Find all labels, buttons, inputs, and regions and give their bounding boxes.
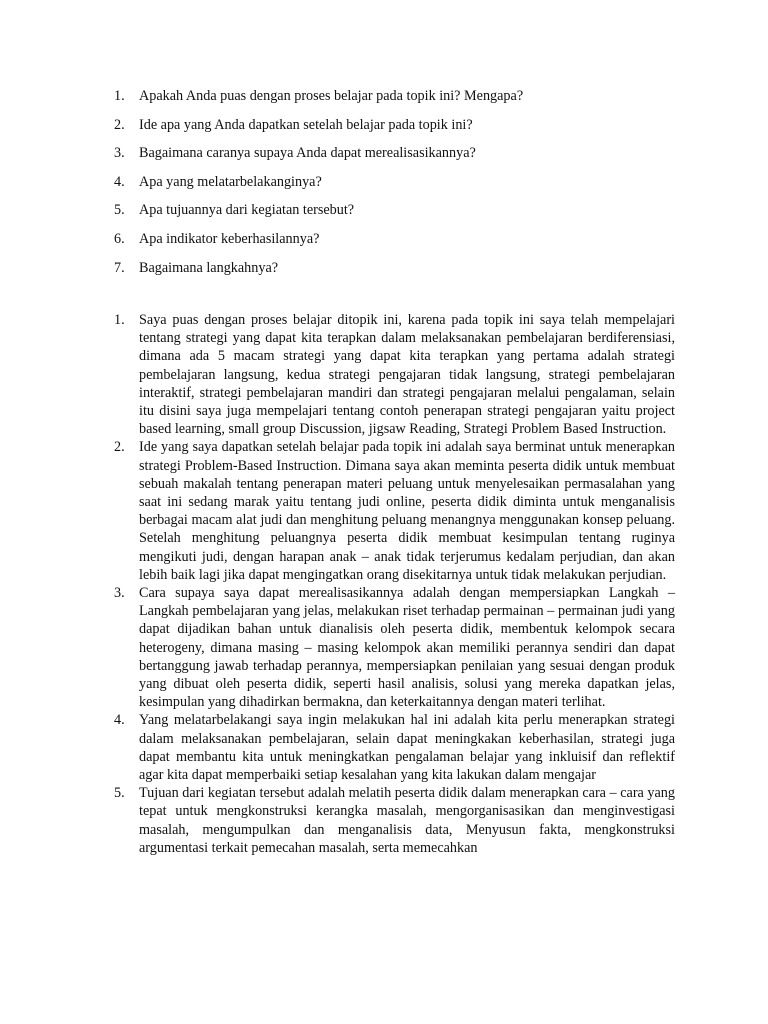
answer-item — [114, 784, 675, 857]
answer-text: Yang melatarbelakangi saya ingin melakukan hal ini adalah kita perlu menerapkan strategi dalam melaksanakan pembelajaran, selain dapat meningkakan keberhasilan, strategi juga dapat membantu kita untuk meningkatkan pengalaman belajar yang inkluisif dan reflektif agar kita dapat memperbaiki setiap kesalahan yang kita lakukan dalam mengajar — [139, 712, 675, 784]
answer-item — [114, 711, 675, 784]
question-item — [114, 258, 674, 287]
question-item — [114, 115, 674, 144]
answer-item — [114, 584, 675, 711]
question-list — [114, 86, 674, 286]
question-item — [114, 229, 674, 258]
list-number: 1. — [114, 88, 125, 104]
list-number: 3. — [114, 145, 125, 162]
answer-item — [114, 311, 675, 438]
list-number: 2. — [114, 116, 125, 133]
answer-text: Cara supaya saya dapat merealisasikannya adalah dengan mempersiapkan Langkah – Langkah pembelajaran yang jelas, melakukan riset terhadap permainan – permainan judi yang dapat dijadikan bahan untuk dianalisis oleh peserta didik, membentuk kelompok secara heterogeny, dimana masing – masing kelompok akan memiliki perannya sendiri dan dapat bertanggung jawab terhadap perannya, mempersiapkan penilaian yang sesuai dengan produk yang dibuat oleh peserta didik, seperti hasil analisis, solusi yang mereka dapatkan jelas, kesimpulan yang dihadirkan bermakna, dan keterkaitannya dengan materi terlihat. — [139, 585, 675, 711]
list-number: 4. — [114, 712, 125, 729]
answer-item — [114, 438, 675, 584]
list-number: 1. — [114, 312, 125, 328]
list-number: 3. — [114, 585, 125, 602]
list-number: 5. — [114, 785, 125, 802]
list-number: 5. — [114, 202, 125, 219]
question-text: Apa tujuannya dari kegiatan tersebut? — [139, 202, 355, 219]
question-text: Bagaimana langkahnya? — [139, 259, 279, 276]
question-text: Apakah Anda puas dengan proses belajar pada topik ini? Mengapa? — [139, 88, 524, 104]
answer-text: Tujuan dari kegiatan tersebut adalah melatih peserta didik dalam menerapkan cara – cara yang tepat untuk mengkonstruksi kerangka masalah, mengorganisasikan dan menginvestigasi masalah, mengumpulkan dan menganalisis data, Menyusun fakta, mengkonstruksi argumentasi terkait pemecahan masalah, serta memecahkan — [139, 785, 675, 856]
question-text: Apa yang melatarbelakanginya? — [139, 173, 322, 190]
list-number: 4. — [114, 173, 125, 190]
answer-text: Saya puas dengan proses belajar ditopik ini, karena pada topik ini saya telah mempelajari tentang strategi yang dapat kita terapkan dalam melaksanakan pembelajaran berdiferensiasi, dimana ada 5 macam strategi yang dapat kita terapkan yang pertama adalah strategi pembelajaran langsung, kedua strategi pengajaran tidak langsung, strategi pembelajaran interaktif, strategi pembelajaran mandiri dan strategi pengajaran melalui pengalaman, selain itu disini saya juga mempelajari tentang contoh penerapan strategi pengajaran yaitu project based learning, small group Discussion, jigsaw Reading, Strategi Problem Based Instruction. — [139, 312, 675, 438]
answer-list — [114, 311, 675, 857]
list-number: 6. — [114, 230, 125, 247]
list-number: 2. — [114, 439, 125, 456]
question-item — [114, 172, 674, 201]
question-item — [114, 143, 674, 172]
list-number: 7. — [114, 259, 125, 276]
question-text: Ide apa yang Anda dapatkan setelah belajar pada topik ini? — [139, 116, 473, 133]
question-text: Bagaimana caranya supaya Anda dapat merealisasikannya? — [139, 145, 476, 162]
question-item — [114, 86, 674, 115]
answer-text: Ide yang saya dapatkan setelah belajar pada topik ini adalah saya berminat untuk menerapkan strategi Problem-Based Instruction. Dimana saya akan meminta peserta didik untuk membuat sebuah makalah tentang penerapan materi peluang untuk menyelesaikan permasalahan yang saat ini sedang marak yaitu tentang judi online, peserta didik diminta untuk menganalisis berbagai macam alat judi dan menghitung peluang menangnya menggunakan konsep peluang. Setelah menghitung peluangnya peserta didik membuat kesimpulan tentang ruginya mengikuti judi, dengan harapan anak – anak tidak terjerumus kedalam perjudian, dan akan lebih baik lagi jika dapat mengingatkan orang disekitarnya untuk tidak melakukan perjudian. — [139, 439, 675, 583]
question-item — [114, 200, 674, 229]
question-text: Apa indikator keberhasilannya? — [139, 230, 320, 247]
